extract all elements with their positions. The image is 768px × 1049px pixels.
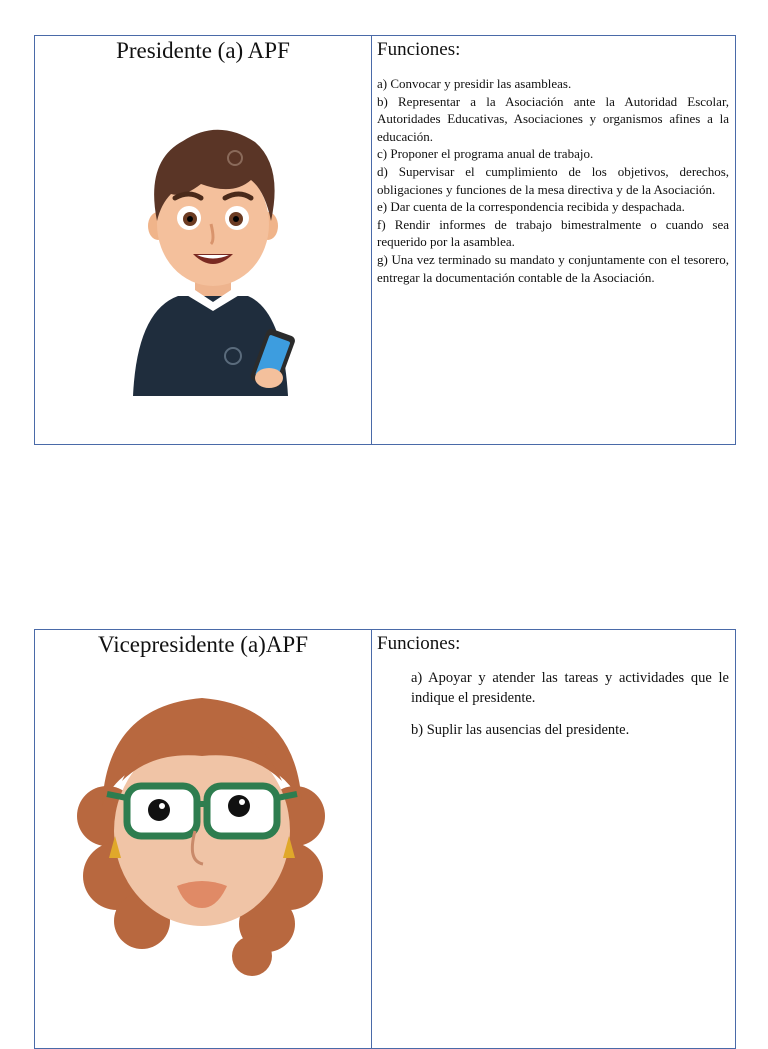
woman-with-glasses-icon: [67, 686, 337, 986]
role-column: [35, 630, 371, 1048]
list-item: g) Una vez terminado su mandato y conjuntamente con el tesorero, entregar la documentación contable de la Asociación.: [377, 251, 729, 285]
boy-with-phone-icon: [123, 106, 303, 396]
functions-title: Funciones:: [377, 633, 461, 654]
functions-column: [371, 630, 735, 1048]
list-item: b) Suplir las ausencias del presidente.: [411, 722, 630, 738]
list-item: c) Proponer el programa anual de trabajo.: [377, 146, 594, 162]
list-item: e) Dar cuenta de la correspondencia recibida y despachada.: [377, 199, 685, 215]
functions-column: [371, 36, 735, 444]
role-card-presidente: [34, 35, 736, 445]
list-item: a) Convocar y presidir las asambleas.: [377, 76, 572, 91]
role-column: [35, 36, 371, 444]
functions-list: [377, 75, 729, 286]
list-item: b) Representar a la Asociación ante la Autoridad Escolar, Autoridades Educativas, Asociaciones y organismos afines a la educación.: [377, 93, 729, 144]
list-item: d) Supervisar el cumplimiento de los objetivos, derechos, obligaciones y funciones de la mesa directiva y de la Asociación.: [377, 163, 729, 197]
functions-list: [411, 668, 729, 752]
list-item: f) Rendir informes de trabajo bimestralmente o cuando sea requerido por la asamblea.: [377, 216, 729, 250]
list-item: a) Apoyar y atender las tareas y actividades que le indique el presidente.: [411, 670, 729, 706]
role-title: Vicepresidente (a)APF: [97, 632, 309, 657]
role-title: Presidente (a) APF: [116, 38, 290, 63]
functions-title: Funciones:: [377, 39, 461, 60]
role-card-vicepresidente: [34, 629, 736, 1049]
